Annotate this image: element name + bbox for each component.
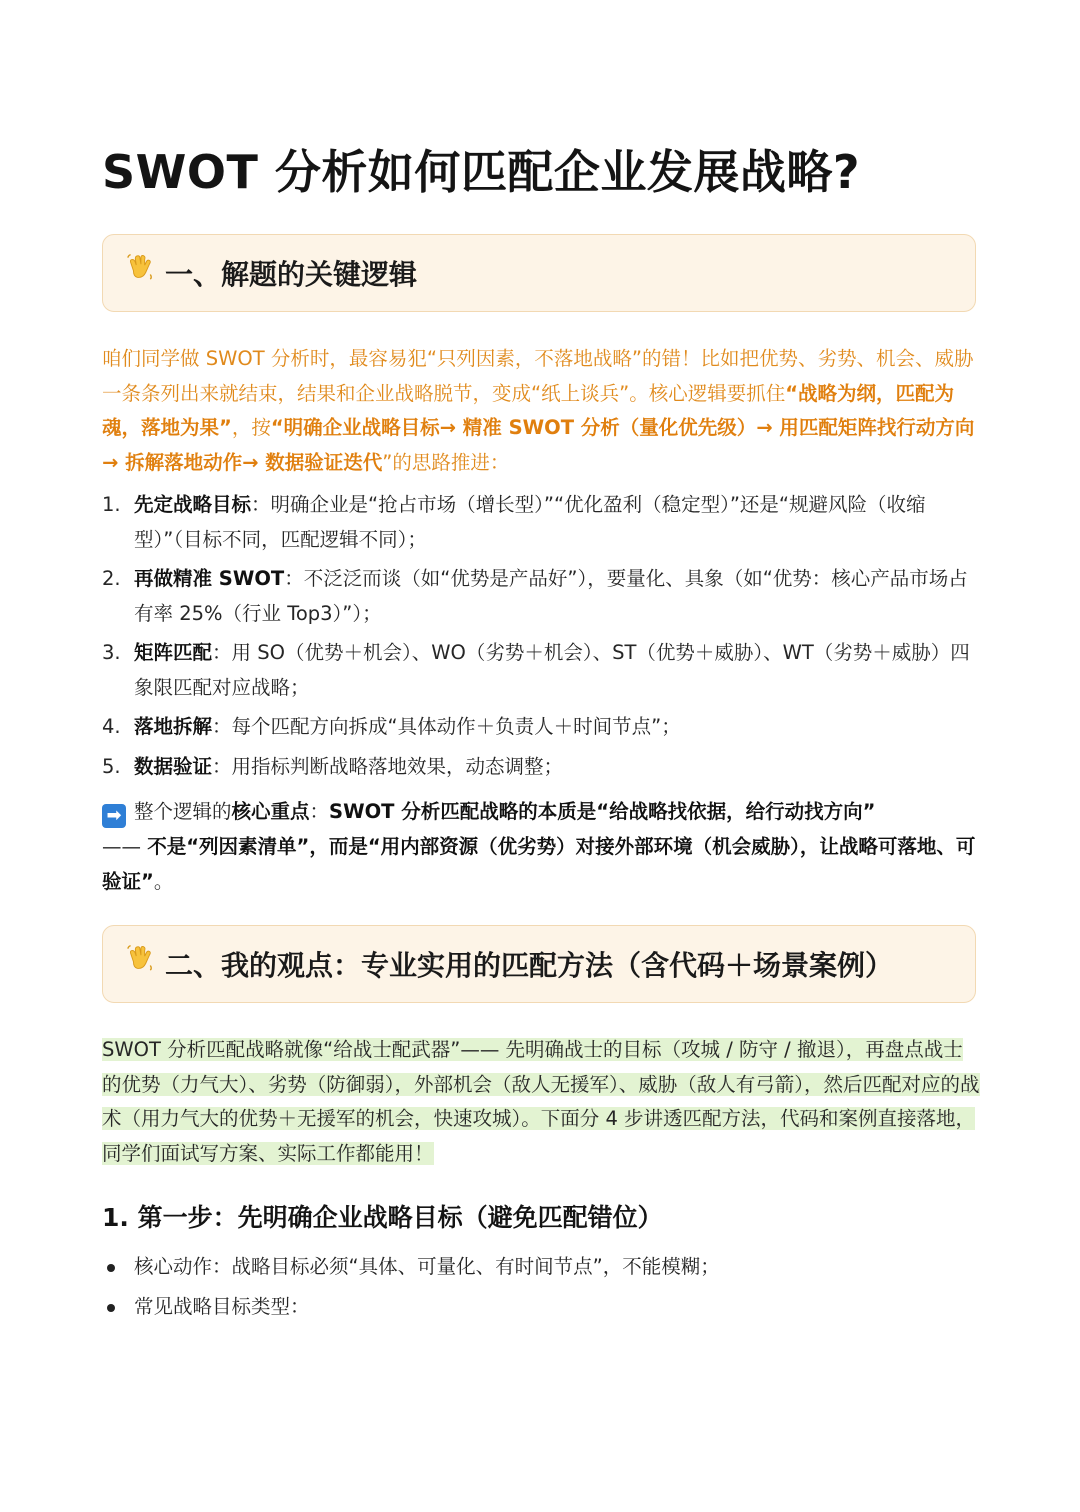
highlighted-text: SWOT 分析匹配战略就像“给战士配武器”—— 先明确战士的目标（攻城 / 防守 / 撤退），再盘点战士的优势（力气大）、劣势（防御弱），外部机会（敌人无援军）、威胁（敌人有弓箭），然后匹配对应的战术（用力气大的优势＋无援军的机会，快速攻城）。下面分 4 步讲透匹配方法，代码和案例直接落地，同学们面试写方案、实际工作都能用！ [102, 1038, 980, 1165]
list-item [102, 636, 982, 705]
core-bold-3: 不是“列因素清单”，而是“用内部资源（优劣势）对接外部环境（机会威胁），让战略可落地、可验证” [102, 835, 976, 893]
list-item-text: ：每个匹配方向拆成“具体动作＋负责人＋时间节点”； [212, 715, 681, 738]
waving-hand-icon [125, 943, 155, 973]
list-item-text: 核心动作：战略目标必须“具体、可量化、有时间节点”，不能模糊； [134, 1255, 720, 1278]
list-number: 1. [102, 493, 121, 516]
list-number: 4. [102, 715, 121, 738]
intro-paragraph [102, 342, 982, 480]
intro-text-2: ，按 [231, 416, 271, 439]
list-item-text: 常见战略目标类型： [134, 1294, 310, 1318]
list-item-text: ：不泛泛而谈（如“优势是产品好”），要量化、具象（如“优势：核心产品市场占有率 25%（行业 Top3）”）； [134, 567, 968, 625]
list-number: 3. [102, 641, 121, 664]
list-number: 2. [102, 567, 121, 590]
core-text-3: —— [102, 835, 148, 858]
bullet-dot [107, 1304, 115, 1312]
bullet-dot [107, 1264, 115, 1272]
core-text-2: ： [309, 800, 330, 823]
section-1-heading: 一、解题的关键逻辑 [165, 258, 418, 291]
list-item-bold: 落地拆解 [134, 715, 213, 738]
waving-hand-icon [125, 252, 155, 282]
list-item-text: ：用 SO（优势＋机会）、WO（劣势＋机会）、ST（优势＋威胁）、WT（劣势＋威胁）四象限匹配对应战略； [134, 641, 970, 699]
list-number: 5. [102, 754, 121, 778]
intro-bold-1: “战略为纲，匹配为魂，落地为果” [102, 381, 955, 439]
step-1-heading: 1. 第一步：先明确企业战略目标（避免匹配错位） [102, 1203, 663, 1232]
intro-bold-2: “明确企业战略目标→ 精准 SWOT 分析（量化优先级）→ 用匹配矩阵找行动方向→ 拆解落地动作→ 数据验证迭代 [102, 416, 975, 474]
list-item [102, 488, 982, 557]
list-item-text: ：用指标判断战略落地效果，动态调整； [212, 754, 564, 778]
intro-text-3: ”的思路推进： [382, 450, 510, 474]
core-text-1: 整个逻辑的 [134, 800, 232, 823]
right-arrow-icon: ➡ [102, 804, 126, 828]
logic-steps-list [102, 488, 982, 789]
list-item-bold: 先定战略目标 [134, 493, 252, 516]
analogy-paragraph [102, 1033, 982, 1171]
core-bold-2: SWOT 分析匹配战略的本质是“给战略找依据，给行动找方向” [329, 800, 876, 823]
list-item [102, 710, 982, 745]
section-1-callout [102, 234, 976, 312]
list-item-bold: 数据验证 [134, 754, 213, 778]
list-item [102, 1290, 982, 1325]
list-item [102, 562, 982, 631]
section-2-heading: 二、我的观点：专业实用的匹配方法（含代码＋场景案例） [165, 949, 894, 982]
list-item [102, 1250, 982, 1285]
page-title: SWOT 分析如何匹配企业发展战略? [102, 145, 861, 199]
section-2-callout [102, 925, 976, 1003]
list-item-text: ：明确企业是“抢占市场（增长型）”“优化盈利（稳定型）”还是“规避风险（收缩型）”（目标不同，匹配逻辑不同）； [134, 493, 926, 551]
intro-text-1: 咱们同学做 SWOT 分析时，最容易犯“只列因素，不落地战略”的错！比如把优势、劣势、机会、威胁一条条列出来就结束，结果和企业战略脱节，变成“纸上谈兵”。核心逻辑要抓住 [102, 347, 974, 405]
core-text-4: 。 [153, 870, 174, 893]
list-item-bold: 再做精准 SWOT [134, 567, 285, 590]
core-point-paragraph [102, 794, 982, 899]
core-bold-1: 核心重点 [231, 800, 310, 823]
step-1-bullets [102, 1250, 982, 1329]
list-item [102, 750, 982, 785]
list-item-bold: 矩阵匹配 [134, 641, 213, 664]
